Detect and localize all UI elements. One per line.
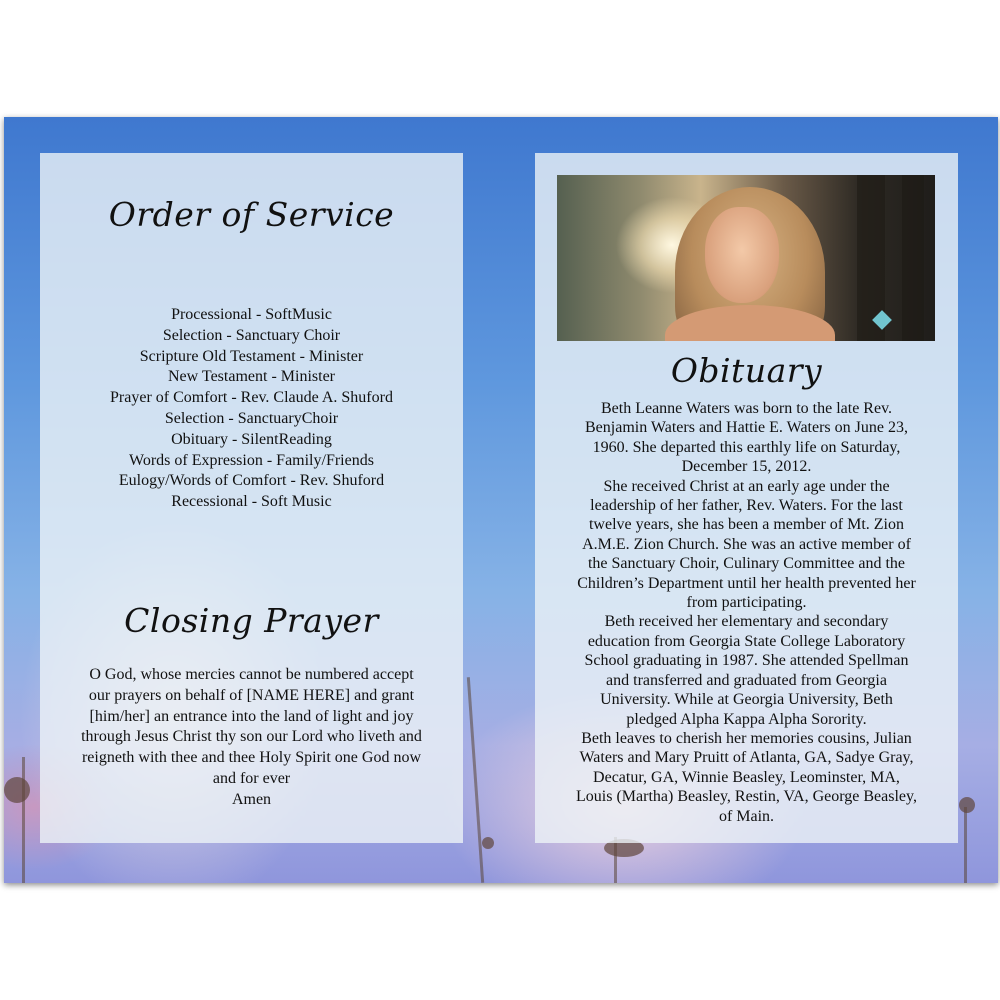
flower-bud-decoration xyxy=(959,797,975,813)
obituary-line: Children’s Department until her health prevented her xyxy=(577,574,916,592)
obituary-text xyxy=(545,399,948,826)
obituary-line: 1960. She departed this earthly life on Saturday, xyxy=(592,438,901,456)
prayer-line: our prayers on behalf of [NAME HERE] and grant xyxy=(88,686,415,704)
obituary-line: leadership of her father, Rev. Waters. For the last xyxy=(590,497,903,515)
prayer-line: reigneth with thee and thee Holy Spirit one God now xyxy=(81,749,422,767)
obituary-line: twelve years, she has been a member of Mt. Zion xyxy=(588,516,904,534)
service-item: Scripture Old Testament - Minister xyxy=(139,347,364,365)
flower-stem-decoration xyxy=(22,757,25,883)
obituary-line: Beth received her elementary and secondary xyxy=(604,613,889,631)
flower-stem-decoration xyxy=(964,807,967,883)
right-panel xyxy=(535,153,958,843)
flower-bud-decoration xyxy=(482,837,494,849)
service-item: Obituary - SilentReading xyxy=(171,430,332,448)
obituary-line: She received Christ at an early age under the xyxy=(603,477,890,495)
closing-prayer-title: Closing Prayer xyxy=(124,601,379,640)
program-sheet xyxy=(4,117,998,883)
prayer-line: Amen xyxy=(231,790,272,808)
service-item: Selection - SanctuaryChoir xyxy=(164,409,339,427)
flower-stem-decoration xyxy=(467,677,484,883)
order-of-service-list xyxy=(58,305,445,513)
service-item: Prayer of Comfort - Rev. Claude A. Shuford xyxy=(110,389,393,407)
obituary-line: Beth Leanne Waters was born to the late Rev. xyxy=(600,400,893,417)
service-item: Recessional - Soft Music xyxy=(171,493,332,511)
service-item: Selection - Sanctuary Choir xyxy=(162,326,341,344)
portrait-face xyxy=(705,207,779,303)
service-item: Eulogy/Words of Comfort - Rev. Shuford xyxy=(118,472,385,490)
obituary-line: University. While at Georgia University, Beth xyxy=(600,691,893,709)
prayer-line: O God, whose mercies cannot be numbered accept xyxy=(89,666,414,683)
obituary-line: School graduating in 1987. She attended Spellman xyxy=(584,652,909,670)
prayer-line: through Jesus Christ thy son our Lord who liveth and xyxy=(81,728,422,746)
order-of-service-title: Order of Service xyxy=(108,195,395,234)
obituary-line: December 15, 2012. xyxy=(681,458,812,476)
obituary-line: Beth leaves to cherish her memories cousins, Julian xyxy=(581,729,912,747)
prayer-line: [him/her] an entrance into the land of light and joy xyxy=(89,707,414,725)
obituary-title: Obituary xyxy=(670,351,823,390)
obituary-line: education from Georgia State College Laboratory xyxy=(587,632,906,650)
obituary-line: Louis (Martha) Beasley, Restin, VA, George Beasley, xyxy=(576,788,917,806)
flower-bud-decoration xyxy=(4,777,30,803)
closing-prayer-text xyxy=(50,665,453,811)
service-item: Processional - SoftMusic xyxy=(171,306,332,323)
obituary-line: and transferred and graduated from Georgia xyxy=(606,671,887,689)
left-panel xyxy=(40,153,463,843)
prayer-line: and for ever xyxy=(212,769,291,787)
obituary-line: of Main. xyxy=(718,807,775,825)
obituary-line: from participating. xyxy=(686,594,807,612)
obituary-line: A.M.E. Zion Church. She was an active member of xyxy=(582,535,911,553)
portrait-photo xyxy=(557,175,935,341)
tree-trunk-decoration xyxy=(902,175,924,341)
service-item: New Testament - Minister xyxy=(168,368,335,386)
obituary-line: Benjamin Waters and Hattie E. Waters on June 23, xyxy=(585,419,908,437)
obituary-line: Decatur, GA, Winnie Beasley, Leominster, MA, xyxy=(593,768,900,786)
service-item: Words of Expression - Family/Friends xyxy=(129,451,374,469)
obituary-line: the Sanctuary Choir, Culinary Committee and the xyxy=(587,555,906,573)
obituary-line: Waters and Mary Pruitt of Atlanta, GA, Sadye Gray, xyxy=(579,749,914,767)
obituary-line: pledged Alpha Kappa Alpha Sorority. xyxy=(626,710,867,728)
